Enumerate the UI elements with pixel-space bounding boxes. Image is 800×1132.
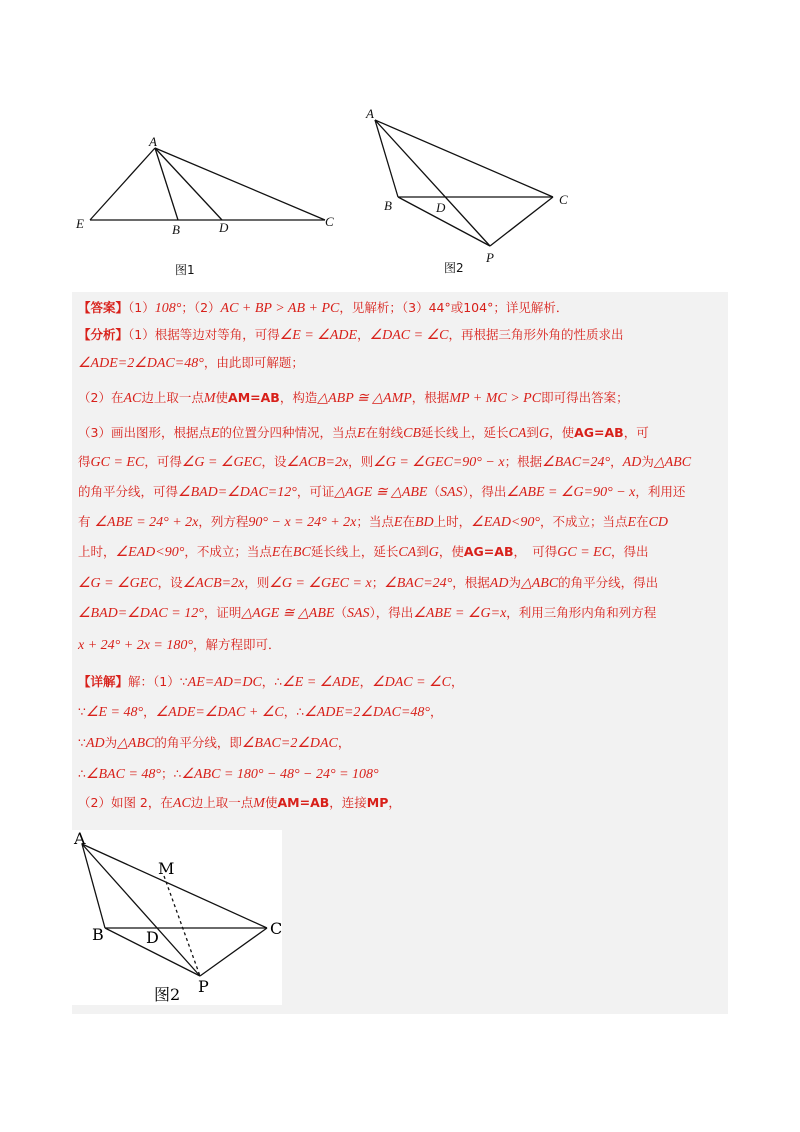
solution-panel [72, 292, 728, 1014]
text-span: （2）在 [78, 390, 124, 405]
text-span: ， [388, 795, 401, 810]
text-span: 即可得出答案； [541, 390, 629, 405]
text-span: E [210, 426, 220, 441]
text-span: AC + BP > AB + PC [220, 301, 340, 316]
text-span: 得 [78, 454, 91, 469]
figure-2 [360, 100, 590, 280]
text-span: 到 [416, 544, 429, 559]
fig2-label-a: A [366, 106, 374, 121]
text-span: ∴ [78, 766, 86, 781]
solution-line [78, 355, 304, 372]
text-span: ， [337, 735, 351, 750]
fig3-label-a: A [74, 830, 86, 848]
text-span: ，则 [348, 454, 374, 469]
fig2-label-b: B [384, 198, 392, 213]
text-span: BC [292, 545, 311, 560]
text-span: ；（2） [181, 300, 221, 315]
solution-line [78, 390, 629, 407]
text-span: ，列方程 [198, 514, 249, 529]
text-span: 在 [280, 544, 293, 559]
solution-line [78, 425, 649, 442]
text-span: ∠E = ∠ADE [279, 328, 358, 343]
text-span: M [253, 796, 265, 811]
text-span: ∠BAC=24° [384, 576, 453, 591]
text-span: 的位置分四种情况，当点 [219, 425, 358, 440]
text-span: ∠G = ∠GEC = x [269, 576, 372, 591]
text-span: AE=AD=DC [187, 675, 262, 690]
text-span: ，再根据三角形外角的性质求出 [448, 327, 624, 342]
fig1-label-a: A [149, 134, 157, 149]
text-span: ，∴ [283, 704, 305, 719]
text-span: MP + MC > PC [449, 391, 542, 406]
text-span: AG=AB [463, 544, 514, 559]
text-span: ；当点 [356, 514, 394, 529]
solution-line [78, 637, 280, 654]
text-span: △ABC [653, 455, 692, 470]
text-span: 解：（1）∵ [128, 674, 188, 689]
text-span: （1） [128, 300, 155, 315]
text-span: AD [489, 576, 509, 591]
text-span: ，设 [261, 454, 287, 469]
text-span: G [538, 426, 550, 441]
text-span: 在 [636, 514, 649, 529]
solution-line [78, 735, 350, 752]
text-span: （3）画出图形，根据点 [78, 425, 211, 440]
text-span: 使 [264, 795, 278, 810]
fig3-label-d: D [146, 928, 159, 947]
text-span: GC = EC [557, 545, 612, 560]
text-span: ，得出 [611, 544, 649, 559]
text-span: ），得出 [462, 484, 507, 499]
text-span: ，根据 [411, 390, 450, 405]
text-span: （ [334, 605, 347, 620]
solution-line [78, 674, 463, 691]
text-span: ∠G = ∠GEC=90° − x [373, 455, 505, 470]
text-span: 到 [526, 425, 539, 440]
text-span: △ABC [520, 576, 559, 591]
solution-line [78, 766, 379, 783]
text-span: ，∴ [261, 674, 283, 689]
text-span: 在射线 [365, 425, 404, 440]
text-span: ，不成立；当点 [539, 514, 628, 529]
text-span: ∠BAD=∠DAC=12° [178, 485, 297, 500]
text-span: 90° − x = 24° + 2x [248, 515, 357, 530]
text-span: 有 [78, 514, 95, 529]
text-span: AM=AB [277, 795, 330, 810]
text-span: （2）如图 2，在 [78, 795, 173, 810]
text-span: △ABP ≅ △AMP [317, 391, 412, 406]
text-span: MP [366, 795, 389, 810]
text-span: BD [414, 515, 434, 530]
text-span: ∠BAC=2∠DAC [241, 736, 338, 751]
text-span: ， [610, 454, 623, 469]
text-span: 延长线上，延长 [421, 425, 509, 440]
text-span: ∠ACB=2x [182, 576, 245, 591]
text-span: CB [403, 426, 422, 441]
text-span: 上时， [433, 514, 472, 529]
text-span: ，使 [438, 544, 464, 559]
text-span: ∵ [78, 704, 86, 719]
text-span: ，利用还 [635, 484, 686, 499]
text-span: E [627, 515, 637, 530]
text-span: （1）根据等边对等角，可得 [128, 327, 280, 342]
text-span: GC = EC [90, 455, 145, 470]
fig1-label-b: B [172, 222, 180, 237]
text-span: AM=AB [228, 390, 280, 405]
text-span: ∠ABC = 180° − 48° − 24° = 108° [181, 767, 379, 782]
text-span: 使 [215, 390, 229, 405]
text-span: △AGE ≅ △ABE [334, 485, 428, 500]
solution-line [78, 454, 691, 471]
text-span: ， [143, 704, 156, 719]
text-span: ∠E = 48° [85, 705, 144, 720]
text-span: AC [172, 796, 191, 811]
text-span: E [357, 426, 366, 441]
text-span: ； [371, 575, 385, 590]
text-span: 【分析】 [78, 327, 129, 342]
text-span: CA [508, 426, 527, 441]
text-span: ），得出 [369, 605, 414, 620]
text-span: ∠BAD=∠DAC = 12° [78, 606, 204, 621]
text-span: AG=AB [574, 425, 624, 440]
text-span: 边上取一点 [141, 390, 204, 405]
figure-1 [70, 128, 350, 278]
text-span: SAS [346, 606, 370, 621]
solution-line [78, 327, 623, 344]
text-span: 的角平分线，即 [154, 735, 242, 750]
text-span: ，连接 [329, 795, 367, 810]
text-span: 边上取一点 [190, 795, 254, 810]
text-span: ， [359, 674, 373, 689]
fig3-caption: 图2 [154, 985, 181, 1004]
solution-line [78, 795, 401, 812]
text-span: ∠ADE=2∠DAC=48° [78, 356, 204, 371]
text-span: ∠EAD<90° [115, 545, 185, 560]
text-span: 为 [508, 575, 521, 590]
text-span: x + 24° + 2x = 180° [78, 638, 193, 653]
text-span: 在 [402, 514, 415, 529]
text-span: M [203, 391, 216, 406]
text-span: ，则 [244, 575, 270, 590]
text-span: SAS [440, 485, 463, 500]
text-span: 延长线上，延长 [310, 544, 399, 559]
text-span: ∠ACB=2x [286, 455, 349, 470]
text-span: ∠ABE = ∠G=90° − x [506, 485, 636, 500]
text-span: ，证明 [203, 605, 242, 620]
text-span: ，利用三角形内角和列方程 [506, 605, 657, 620]
text-span: 为 [641, 454, 654, 469]
fig1-label-d: D [219, 220, 229, 235]
figure-2-solution [72, 830, 282, 1005]
text-span: ；∴ [161, 766, 182, 781]
text-span: ，不成立；当点 [184, 544, 272, 559]
text-span: ，可得 [144, 454, 182, 469]
text-span: （ [427, 484, 440, 499]
text-span: ，见解析；（3）44°或104°；详见解析． [339, 300, 569, 315]
text-span: G [428, 545, 439, 560]
text-span: ∠ABE = 24° + 2x [94, 515, 199, 530]
text-span: 【详解】 [78, 674, 129, 689]
fig1-caption: 图1 [175, 263, 195, 277]
text-span: ， [430, 704, 443, 719]
text-span: ；根据 [504, 454, 543, 469]
text-span: AD [85, 736, 105, 751]
text-span: ∠E = ∠ADE [282, 675, 360, 690]
text-span: ， 可得 [513, 544, 558, 559]
text-span: 为 [104, 735, 118, 750]
fig1-label-c: C [325, 214, 334, 229]
text-span: ∠DAC = ∠C [372, 675, 451, 690]
fig2-label-c: C [559, 192, 568, 207]
text-span: CD [648, 515, 669, 530]
fig3-label-m: M [158, 859, 175, 878]
fig2-caption: 图2 [444, 261, 464, 275]
fig3-label-p: P [198, 977, 209, 996]
text-span: ，构造 [279, 390, 318, 405]
text-span: △ABC [117, 736, 155, 751]
fig3-label-b: B [92, 925, 104, 944]
text-span: E [393, 515, 403, 530]
text-span: 【答案】 [78, 300, 129, 315]
text-span: ，可 [623, 425, 649, 440]
text-span: AC [123, 391, 142, 406]
solution-line [78, 544, 649, 561]
fig2-label-d: D [436, 200, 446, 215]
text-span: ∠ADE=∠DAC + ∠C [155, 705, 284, 720]
text-span: ∠ADE=2∠DAC=48° [304, 705, 430, 720]
solution-line [78, 484, 685, 501]
text-span: ∠G = ∠GEC [78, 576, 158, 591]
text-span: ，由此即可解题； [203, 355, 304, 370]
text-span: ∠BAC = 48° [85, 767, 161, 782]
fig1-label-e: E [76, 216, 84, 231]
text-span: ∵ [78, 735, 86, 750]
text-span: CA [398, 545, 417, 560]
text-span: AD [622, 455, 642, 470]
text-span: ∠BAC=24° [542, 455, 611, 470]
text-span: ，可证 [296, 484, 335, 499]
text-span: ，设 [157, 575, 183, 590]
text-span: ， [450, 674, 464, 689]
text-span: △AGE ≅ △ABE [241, 606, 335, 621]
solution-line [78, 605, 656, 622]
text-span: ， [357, 327, 370, 342]
solution-line [78, 704, 443, 721]
solution-line [78, 300, 568, 317]
text-span: 的角平分线，得出 [558, 575, 659, 590]
text-span: 108° [154, 301, 182, 316]
text-span: ∠EAD<90° [471, 515, 540, 530]
text-span: ，使 [549, 425, 575, 440]
text-span: 的角平分线，可得 [78, 484, 179, 499]
fig2-label-p: P [486, 250, 494, 265]
text-span: E [271, 545, 281, 560]
text-span: ∠DAC = ∠C [369, 328, 449, 343]
fig3-label-c: C [270, 919, 282, 938]
text-span: ∠ABE = ∠G=x [413, 606, 507, 621]
text-span: ，根据 [452, 575, 490, 590]
text-span: 上时， [78, 544, 116, 559]
text-span: ，解方程即可． [192, 637, 281, 652]
solution-line [78, 514, 668, 531]
text-span: ∠G = ∠GEC [181, 455, 262, 470]
solution-line [78, 575, 658, 592]
